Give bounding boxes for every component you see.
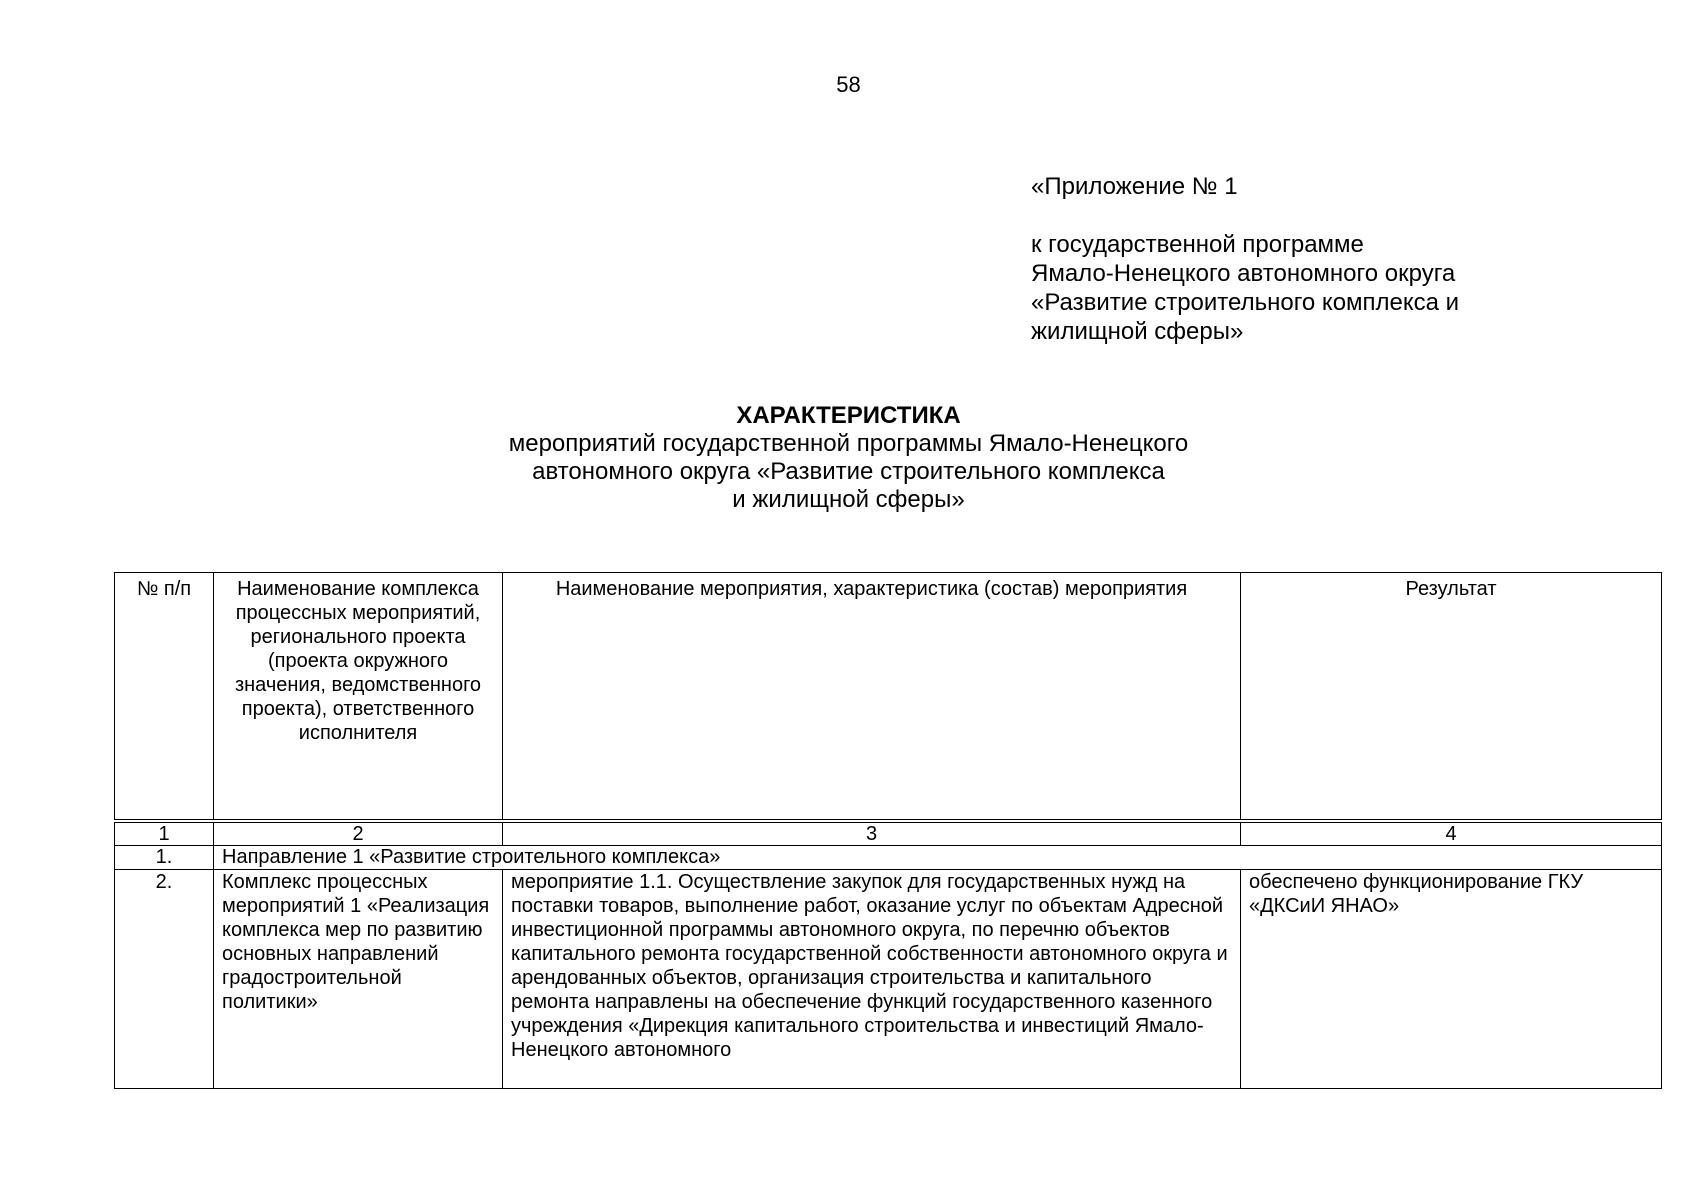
appendix-line: к государственной программе <box>1031 231 1364 258</box>
header-cell-complex: Наименование комплекса процессных мероприятий, регионального проекта (проекта окружного значения, ведомственного проекта), ответственного исполнителя <box>214 573 503 820</box>
row-measure: мероприятие 1.1. Осуществление закупок для государственных нужд на поставки товаров, выполнение работ, оказание услуг по объектам Адресной инвестиционной программы автономного округа, по перечню объектов капитального ремонта государственной собственности автономного округа и арендованных объектов, организация строительства и капитального ремонта направлены на обеспечение функций государственного казенного учреждения «Дирекция капитального строительства и инвестиций Ямало-Ненецкого автономного <box>503 870 1241 1089</box>
table-header <box>114 572 1662 820</box>
column-number-row <box>115 823 1662 846</box>
column-number: 2 <box>214 823 503 846</box>
appendix-line: жилищной сферы» <box>1031 318 1244 345</box>
appendix-line: Ямало-Ненецкого автономного округа <box>1031 260 1456 287</box>
header-row <box>115 573 1662 820</box>
appendix-title: «Приложение № 1 <box>1031 173 1238 200</box>
document-subtitle-line: и жилищной сферы» <box>732 486 965 513</box>
row-complex: Комплекс процессных мероприятий 1 «Реализация комплекса мер по развитию основных направлений градостроительной политики» <box>214 870 503 1089</box>
row-number: 2. <box>115 870 214 1089</box>
header-cell-measure: Наименование мероприятия, характеристика (состав) мероприятия <box>503 573 1241 820</box>
column-number: 4 <box>1241 823 1662 846</box>
document-subtitle-line: автономного округа «Развитие строительного комплекса <box>532 458 1165 485</box>
direction-text: Направление 1 «Развитие строительного комплекса» <box>214 846 1662 870</box>
appendix-line: «Развитие строительного комплекса и <box>1031 289 1460 316</box>
column-number: 1 <box>115 823 214 846</box>
header-cell-number: № п/п <box>115 573 214 820</box>
column-number: 3 <box>503 823 1241 846</box>
document-title <box>0 402 1697 514</box>
appendix-block <box>1031 172 1631 346</box>
document-subtitle-line: мероприятий государственной программы Ямало-Ненецкого <box>508 430 1189 457</box>
table-body <box>114 822 1662 1089</box>
direction-number: 1. <box>115 846 214 870</box>
page-number: 58 <box>836 72 861 97</box>
direction-row <box>115 846 1662 870</box>
row-result: обеспечено функционирование ГКУ «ДКСиИ ЯНАО» <box>1241 870 1662 1089</box>
table-row <box>115 870 1662 1089</box>
document-heading: ХАРАКТЕРИСТИКА <box>736 402 961 429</box>
header-cell-result: Результат <box>1241 573 1662 820</box>
